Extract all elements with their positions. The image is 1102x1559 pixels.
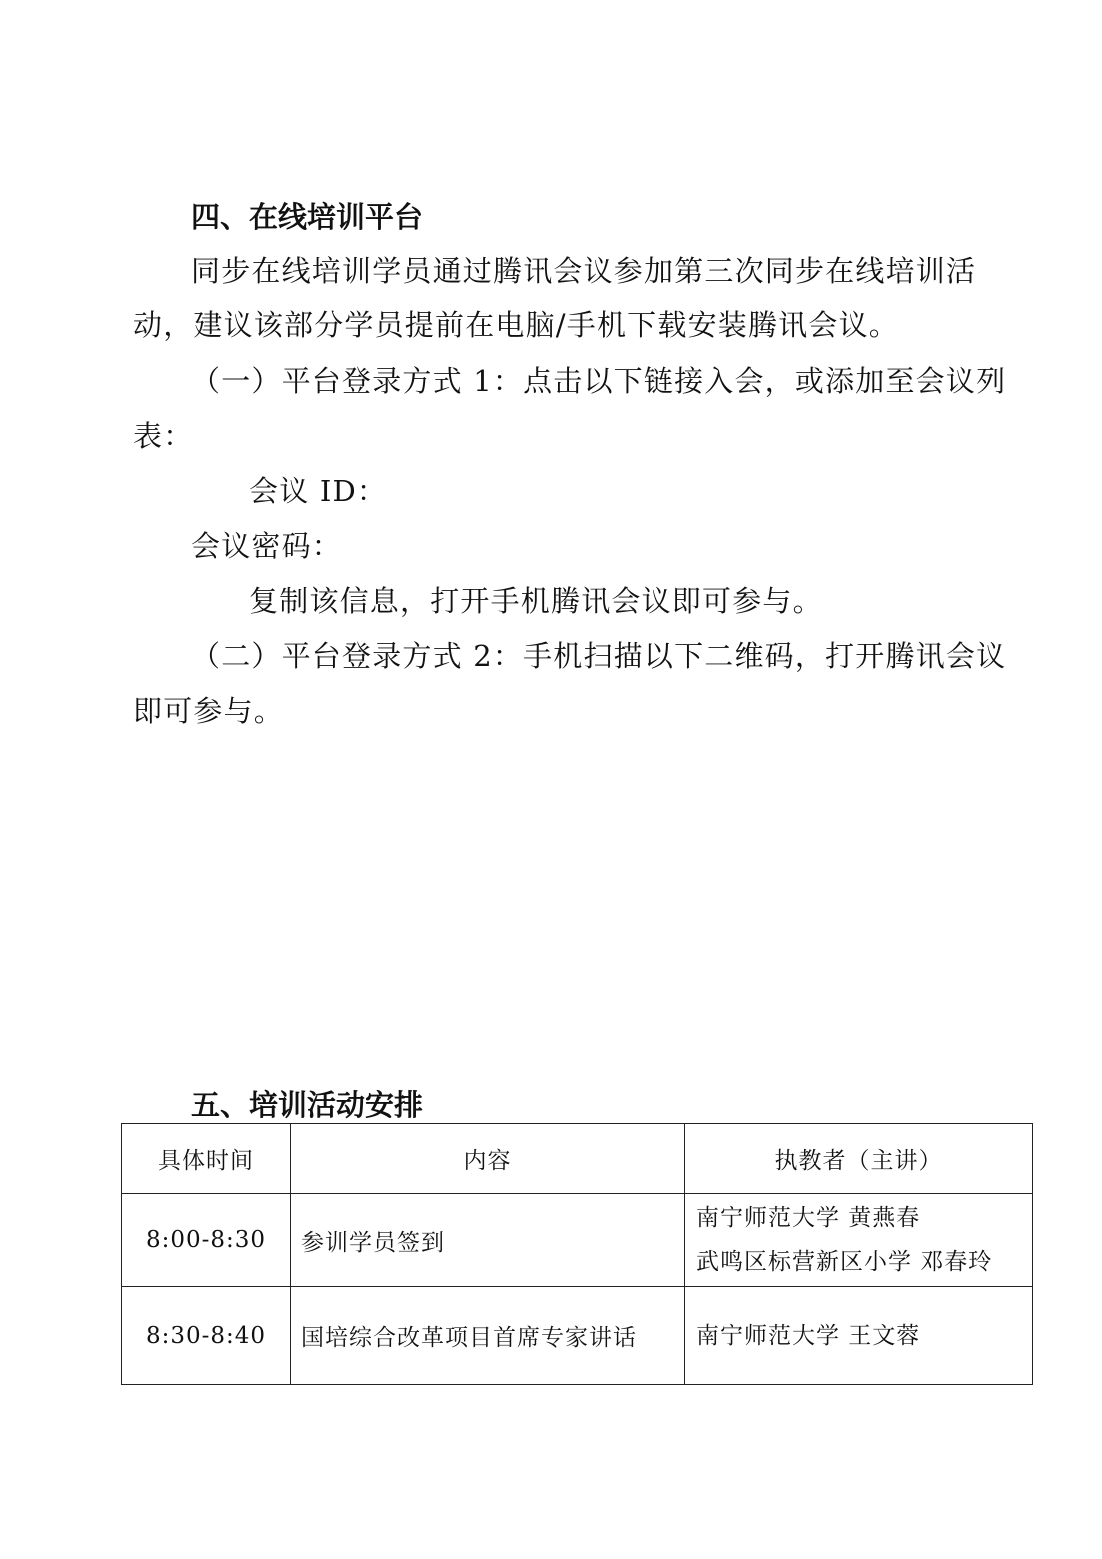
table-row xyxy=(122,1287,1033,1385)
header-time: 具体时间 xyxy=(122,1124,291,1194)
lecturer-name: 南宁师范大学 王文蓉 xyxy=(696,1322,921,1349)
schedule-table xyxy=(121,1123,1033,1385)
login-method-one-line-1: （一）平台登录方式 1：点击以下链接入会，或添加至会议列 xyxy=(191,364,1007,398)
login-method-two-line-2: 即可参与。 xyxy=(133,694,285,728)
meeting-password-label-text: 会议密码： xyxy=(191,529,343,563)
row-content: 参训学员签到 xyxy=(291,1194,685,1287)
meeting-id-label xyxy=(249,473,397,509)
section-four-heading: 四、在线培训平台 xyxy=(191,200,424,234)
copy-instruction: 复制该信息，打开手机腾讯会议即可参与。 xyxy=(249,584,823,618)
row-lecturers xyxy=(685,1287,1033,1385)
meeting-password-label xyxy=(191,528,352,564)
row-lecturers xyxy=(685,1194,1033,1287)
section-five-heading: 五、培训活动安排 xyxy=(191,1088,424,1122)
table-row xyxy=(122,1194,1033,1287)
table-header-row xyxy=(122,1124,1033,1194)
login-method-one-line-2: 表： xyxy=(133,419,194,453)
intro-paragraph-line-1: 同步在线培训学员通过腾讯会议参加第三次同步在线培训活 xyxy=(191,254,977,288)
row-content: 国培综合改革项目首席专家讲话 xyxy=(291,1287,685,1385)
lecturer-name: 武鸣区标营新区小学 邓春玲 xyxy=(696,1249,993,1275)
header-lecturer: 执教者（主讲） xyxy=(685,1124,1033,1194)
header-content: 内容 xyxy=(291,1124,685,1194)
meeting-id-label-text: 会议 ID： xyxy=(249,474,388,508)
row-time: 8:00-8:30 xyxy=(122,1194,291,1287)
lecturer-name: 南宁师范大学 黄燕春 xyxy=(696,1205,921,1231)
row-time: 8:30-8:40 xyxy=(122,1287,291,1385)
login-method-two-line-1: （二）平台登录方式 2：手机扫描以下二维码，打开腾讯会议 xyxy=(191,639,1007,673)
qr-code-area xyxy=(380,740,680,1040)
intro-paragraph-line-2: 动，建议该部分学员提前在电脑/手机下载安装腾讯会议。 xyxy=(133,308,899,342)
